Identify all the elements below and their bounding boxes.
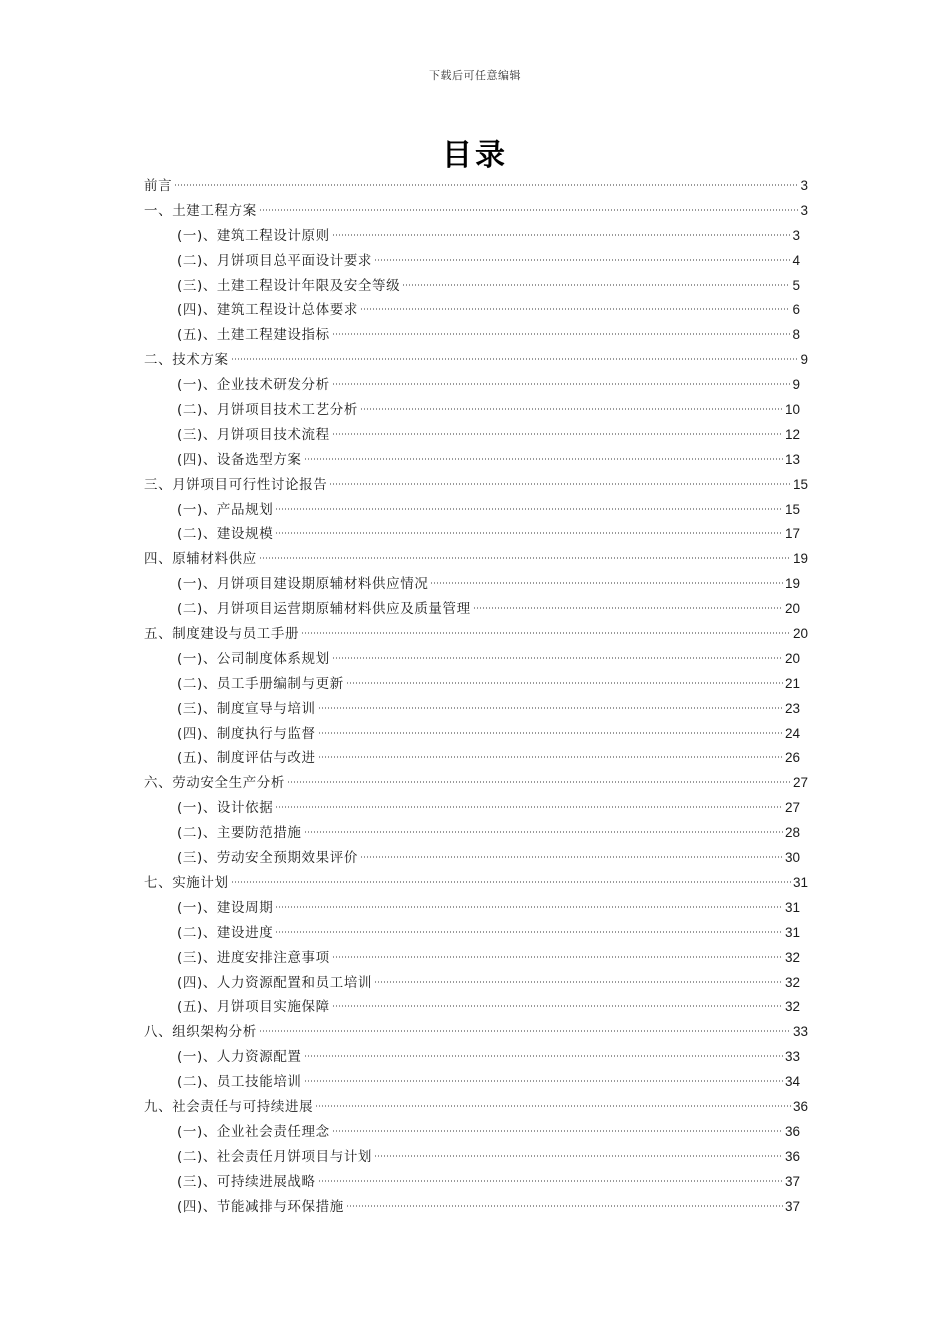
toc-entry-text: (二)、员工手册编制与更新 <box>177 675 344 692</box>
toc-dot-leader <box>304 1055 783 1057</box>
toc-section-entry[interactable] <box>144 274 808 299</box>
toc-page-number: 3 <box>800 202 808 218</box>
toc-chapter-entry[interactable] <box>144 199 808 224</box>
toc-page-number: 5 <box>792 277 800 293</box>
toc-dot-leader <box>231 358 799 360</box>
toc-page-number: 24 <box>784 725 800 741</box>
toc-section-entry[interactable] <box>144 1195 808 1220</box>
toc-page-number: 36 <box>792 1098 808 1114</box>
toc-page-number: 8 <box>792 327 800 343</box>
toc-dot-leader <box>332 333 791 335</box>
toc-chapter-entry[interactable] <box>144 1095 808 1120</box>
toc-page-number: 31 <box>784 899 800 915</box>
toc-entry-text: (五)、土建工程建设指标 <box>177 327 330 344</box>
toc-entry-text: (三)、劳动安全预期效果评价 <box>177 850 358 867</box>
toc-entry-text: (二)、员工技能培训 <box>177 1074 302 1091</box>
toc-entry-text: (三)、制度宣导与培训 <box>177 700 316 717</box>
toc-section-entry[interactable] <box>144 448 808 473</box>
toc-dot-leader <box>318 732 783 734</box>
toc-entry-text: 六、劳动安全生产分析 <box>144 775 285 792</box>
toc-section-entry[interactable] <box>144 921 808 946</box>
toc-section-entry[interactable] <box>144 522 808 547</box>
toc-chapter-entry[interactable] <box>144 871 808 896</box>
toc-dot-leader <box>287 781 791 783</box>
toc-dot-leader <box>332 956 783 958</box>
toc-section-entry[interactable] <box>144 1045 808 1070</box>
toc-page-number: 27 <box>784 800 800 816</box>
toc-page-number: 33 <box>784 1049 800 1065</box>
toc-dot-leader <box>275 806 783 808</box>
toc-page-number: 32 <box>784 999 800 1015</box>
toc-dot-leader <box>346 682 783 684</box>
toc-entry-text: (二)、社会责任月饼项目与计划 <box>177 1148 373 1165</box>
toc-dot-leader <box>259 1030 791 1032</box>
toc-entry-text: 二、技术方案 <box>144 352 229 369</box>
header-note: 下载后可任意编辑 <box>429 69 521 82</box>
toc-entry-text: (二)、建设规模 <box>177 526 274 543</box>
toc-entry-text: 七、实施计划 <box>144 874 229 891</box>
toc-dot-leader <box>318 756 783 758</box>
toc-page-number: 21 <box>784 675 800 691</box>
toc-section-entry[interactable] <box>144 697 808 722</box>
toc-page-number: 13 <box>784 451 800 467</box>
toc-dot-leader <box>332 1130 783 1132</box>
toc-page-number: 28 <box>784 825 800 841</box>
toc-page-number: 20 <box>784 601 800 617</box>
toc-dot-leader <box>304 1080 783 1082</box>
toc-dot-leader <box>329 483 791 485</box>
toc-section-entry[interactable] <box>144 249 808 274</box>
toc-dot-leader <box>304 458 783 460</box>
toc-dot-leader <box>360 308 791 310</box>
toc-page-number: 20 <box>784 650 800 666</box>
toc-dot-leader <box>332 234 791 236</box>
toc-dot-leader <box>275 532 783 534</box>
toc-dot-leader <box>332 383 791 385</box>
toc-page-number: 3 <box>792 227 800 243</box>
toc-dot-leader <box>231 881 791 883</box>
toc-page-number: 37 <box>784 1173 800 1189</box>
toc-dot-leader <box>275 931 783 933</box>
toc-entry-text: (四)、制度执行与监督 <box>177 725 316 742</box>
toc-entry-text: (一)、月饼项目建设期原辅材料供应情况 <box>177 576 429 593</box>
toc-dot-leader <box>374 259 790 261</box>
toc-entry-text: (三)、可持续进展战略 <box>177 1173 316 1190</box>
toc-page-number: 27 <box>792 775 808 791</box>
toc-page-number: 23 <box>784 700 800 716</box>
toc-page-number: 31 <box>792 874 808 890</box>
toc-entry-text: (五)、制度评估与改进 <box>177 750 316 767</box>
toc-entry-text: (一)、人力资源配置 <box>177 1049 302 1066</box>
toc-page-number: 3 <box>800 178 808 193</box>
toc-page-number: 34 <box>784 1074 800 1090</box>
toc-section-entry[interactable] <box>144 672 808 697</box>
toc-section-entry[interactable] <box>144 647 808 672</box>
toc-page-number: 9 <box>800 352 808 368</box>
toc-page-number: 15 <box>792 476 808 492</box>
toc-dot-leader <box>402 284 790 286</box>
toc-dot-leader <box>275 906 783 908</box>
toc-entry-text: 九、社会责任与可持续进展 <box>144 1098 314 1115</box>
toc-dot-leader <box>346 1205 783 1207</box>
toc-section-entry[interactable] <box>144 323 808 348</box>
toc-page-number: 19 <box>784 576 800 592</box>
toc-section-entry[interactable] <box>144 746 808 771</box>
toc-page-number: 9 <box>792 377 800 393</box>
toc-section-entry[interactable] <box>144 796 808 821</box>
toc-entry-text: (三)、进度安排注意事项 <box>177 949 330 966</box>
toc-chapter-entry[interactable] <box>144 547 808 572</box>
toc-dot-leader <box>374 981 783 983</box>
toc-section-entry[interactable] <box>144 846 808 871</box>
toc-entry-text: (一)、企业社会责任理念 <box>177 1123 330 1140</box>
toc-entry-text: (二)、建设进度 <box>177 924 274 941</box>
toc-section-entry[interactable] <box>144 1170 808 1195</box>
toc-entry-text: 四、原辅材料供应 <box>144 551 257 568</box>
toc-dot-leader <box>301 632 791 634</box>
toc-entry-text: 前言 <box>144 178 173 194</box>
toc-dot-leader <box>360 856 783 858</box>
toc-entry-text: (四)、节能减排与环保措施 <box>177 1198 344 1215</box>
toc-dot-leader <box>430 582 783 584</box>
toc-page-number: 36 <box>784 1148 800 1164</box>
toc-page-number: 31 <box>784 924 800 940</box>
toc-section-entry[interactable] <box>144 946 808 971</box>
toc-page-number: 32 <box>784 949 800 965</box>
toc-page-number: 36 <box>784 1123 800 1139</box>
toc-page-number: 4 <box>792 252 800 268</box>
toc-page-number: 19 <box>792 551 808 567</box>
toc-entry-text: 一、土建工程方案 <box>144 202 257 219</box>
toc-dot-leader <box>259 557 791 559</box>
toc-page-number: 20 <box>792 626 808 642</box>
toc-dot-leader <box>360 408 783 410</box>
toc-dot-leader <box>275 508 783 510</box>
toc-chapter-entry[interactable] <box>144 174 808 199</box>
toc-title: 目录 <box>442 138 508 173</box>
toc-section-entry[interactable] <box>144 224 808 249</box>
toc-chapter-entry[interactable] <box>144 1020 808 1045</box>
toc-page-number: 33 <box>792 1024 808 1040</box>
toc-entry-text: 八、组织架构分析 <box>144 1024 257 1041</box>
toc-chapter-entry[interactable] <box>144 771 808 796</box>
toc-dot-leader <box>332 433 783 435</box>
toc-section-entry[interactable] <box>144 423 808 448</box>
toc-dot-leader <box>259 209 799 211</box>
toc-entry-text: (五)、月饼项目实施保障 <box>177 999 330 1016</box>
toc-page-number: 15 <box>784 501 800 517</box>
toc-page-number: 30 <box>784 850 800 866</box>
toc-entry-text: (三)、月饼项目技术流程 <box>177 426 330 443</box>
toc-page-number: 37 <box>784 1198 800 1214</box>
toc-section-entry[interactable] <box>144 995 808 1020</box>
toc-entry-text: (一)、建筑工程设计原则 <box>177 227 330 244</box>
toc-entry-text: (二)、月饼项目运营期原辅材料供应及质量管理 <box>177 601 471 618</box>
toc-section-entry[interactable] <box>144 398 808 423</box>
toc-entry-text: 五、制度建设与员工手册 <box>144 626 300 643</box>
toc-entry-text: (一)、企业技术研发分析 <box>177 377 330 394</box>
toc-page-number: 17 <box>784 526 800 542</box>
toc-dot-leader <box>174 184 798 186</box>
toc-entry-text: (三)、土建工程设计年限及安全等级 <box>177 277 401 294</box>
toc-chapter-entry[interactable] <box>144 473 808 498</box>
toc-section-entry[interactable] <box>144 1070 808 1095</box>
toc-section-entry[interactable] <box>144 896 808 921</box>
toc-dot-leader <box>304 831 783 833</box>
toc-dot-leader <box>332 1005 783 1007</box>
toc-dot-leader <box>473 607 783 609</box>
toc-entry-text: (一)、建设周期 <box>177 899 274 916</box>
toc-dot-leader <box>315 1105 791 1107</box>
toc-chapter-entry[interactable] <box>144 348 808 373</box>
toc-section-entry[interactable] <box>144 298 808 323</box>
toc-chapter-entry[interactable] <box>144 622 808 647</box>
toc-section-entry[interactable] <box>144 722 808 747</box>
toc-entry-text: (四)、人力资源配置和员工培训 <box>177 974 373 991</box>
toc-entry-text: (一)、公司制度体系规划 <box>177 650 330 667</box>
toc-page-number: 12 <box>784 426 800 442</box>
toc-page-number: 32 <box>784 974 800 990</box>
toc-entry-text: (二)、主要防范措施 <box>177 825 302 842</box>
toc-entry-text: (二)、月饼项目总平面设计要求 <box>177 252 373 269</box>
toc-entry-text: (四)、建筑工程设计总体要求 <box>177 302 358 319</box>
toc-section-entry[interactable] <box>144 597 808 622</box>
table-of-contents <box>144 174 808 1219</box>
toc-page-number: 10 <box>784 402 800 418</box>
toc-entry-text: (四)、设备选型方案 <box>177 451 302 468</box>
toc-section-entry[interactable] <box>144 971 808 996</box>
toc-page-number: 6 <box>792 302 800 318</box>
toc-entry-text: 三、月饼项目可行性讨论报告 <box>144 476 328 493</box>
toc-section-entry[interactable] <box>144 498 808 523</box>
toc-section-entry[interactable] <box>144 373 808 398</box>
toc-dot-leader <box>374 1155 783 1157</box>
toc-entry-text: (一)、设计依据 <box>177 800 274 817</box>
toc-section-entry[interactable] <box>144 572 808 597</box>
toc-entry-text: (二)、月饼项目技术工艺分析 <box>177 402 358 419</box>
toc-section-entry[interactable] <box>144 1145 808 1170</box>
toc-dot-leader <box>332 657 783 659</box>
toc-dot-leader <box>318 707 783 709</box>
toc-section-entry[interactable] <box>144 1120 808 1145</box>
toc-page-number: 26 <box>784 750 800 766</box>
toc-entry-text: (一)、产品规划 <box>177 501 274 518</box>
toc-dot-leader <box>318 1180 783 1182</box>
toc-section-entry[interactable] <box>144 821 808 846</box>
